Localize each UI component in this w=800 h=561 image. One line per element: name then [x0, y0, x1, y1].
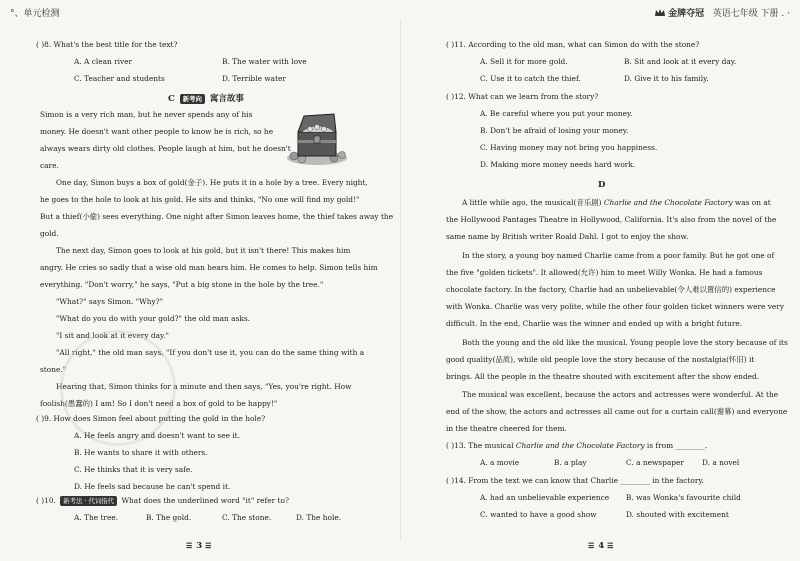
q10-option-c: C. The stone.: [222, 513, 272, 522]
treasure-chest-illustration: [284, 110, 350, 166]
q10-option-a: A. The tree.: [74, 513, 119, 522]
q10-option-d: D. The hole.: [296, 513, 342, 522]
right-page: [400, 0, 800, 561]
story-line-8: gold.: [40, 229, 59, 238]
musical-line-7: with Wonka. Charlie was very polite, while the other four golden ticket winners were very: [446, 302, 785, 311]
musical-line-1: [462, 198, 771, 208]
story-line-14: "I sit and look at it every day.": [56, 331, 169, 340]
q10-stem: [36, 496, 289, 506]
q12-option-c: C. Having money may not bring you happiness.: [480, 143, 658, 152]
q13-option-d: D. a novel: [702, 458, 740, 467]
q11-stem: ( )11. According to the old man, what can Simon do with the stone?: [446, 40, 700, 49]
q14-stem: ( )14. From the text we can know that Charlie ________ in the factory.: [446, 476, 704, 485]
section-c-letter: C: [168, 94, 175, 104]
musical-line-2: the Hollywood Pantages Theatre in Hollywood, California. It's also from the novel of the: [446, 215, 777, 224]
q14-option-c: C. wanted to have a good show: [480, 510, 597, 519]
q13-option-a: A. a movie: [480, 458, 520, 467]
q11-option-d: D. Give it to his family.: [624, 74, 709, 83]
musical-line-6: chocolate factory. In the factory, Charlie had an unbelievable(令人难以置信的) experience: [446, 285, 776, 294]
q13-suffix: is from ________.: [644, 441, 708, 450]
q8-option-d: D. Terrible water: [222, 74, 286, 83]
q8-option-b: B. The water with love: [222, 57, 307, 66]
q13-option-c: C. a newspaper: [626, 458, 684, 467]
q8-option-a: A. A clean river: [74, 57, 133, 66]
story-line-13: "What do you do with your gold?" the old man asks.: [56, 314, 250, 323]
story-line-7: But a thief(小偷) sees everything. One night after Simon leaves home, the thief takes away the: [40, 212, 394, 221]
section-c-title: [168, 92, 244, 104]
musical-line-8: difficult. In the end, Charlie was the winner and ended up with a bright future.: [446, 319, 743, 328]
story-line-15: "All right," the old man says, "If you don't use it, you can do the same thing with a: [56, 348, 365, 357]
q12-stem: ( )12. What can we learn from the story?: [446, 92, 599, 101]
q14-option-d: D. shouted with excitement: [626, 510, 729, 519]
page-number-right: ☰ 4 ☰: [588, 541, 615, 551]
section-c-tag: 新考向: [180, 94, 205, 104]
q10-number: ( )10.: [36, 496, 56, 505]
musical-line-12: The musical was excellent, because the actors and actresses were wonderful. At the: [462, 390, 779, 399]
page-number-left: ☰ 3 ☰: [186, 541, 213, 551]
brand-name: 金牌夺冠: [668, 9, 705, 19]
q10-tag: 新考法 · 代词指代: [60, 496, 117, 506]
q13-musical-title: Charlie and the Chocolate Factory: [515, 441, 645, 450]
q13-prefix: ( )13. The musical: [446, 441, 516, 450]
story-line-4: care.: [40, 161, 59, 170]
q12-option-b: B. Don't be afraid of losing your money.: [480, 126, 629, 135]
story-line-9: The next day, Simon goes to look at his gold, but it isn't there! This makes him: [56, 246, 351, 255]
musical-line-1-post: was on at: [732, 198, 771, 207]
q13-stem: [446, 441, 707, 451]
musical-line-10: good quality(品质), while old people love the story because of the nostalgia(怀旧) it: [446, 355, 755, 364]
story-line-1: Simon is a very rich man, but he never spends any of his: [40, 110, 253, 119]
story-line-18: foolish(愚蠢的) I am! So I don't need a box of gold to be happy!": [40, 399, 278, 408]
q12-option-d: D. Making more money needs hard work.: [480, 160, 636, 169]
musical-line-13: end of the show, the actors and actresses all came out for a curtain call(谢幕) and everyone: [446, 407, 788, 416]
page-number-4: 4: [598, 541, 605, 551]
q14-option-a: A. had an unbelievable experience: [480, 493, 610, 502]
story-line-2: money. He doesn't want other people to know he is rich, so he: [40, 127, 274, 136]
q9-option-a: A. He feels angry and doesn't want to see it.: [74, 431, 241, 440]
brand-header: [655, 6, 790, 19]
q8-option-c: C. Teacher and students: [74, 74, 165, 83]
q10-option-b: B. The gold.: [146, 513, 192, 522]
musical-line-5: the five "golden tickets". It allowed(允许) him to meet Willy Wonka. He had a famous: [446, 268, 763, 277]
story-line-6: he goes to the hole to look at his gold. He sits and thinks, "No one will find my gold!": [40, 195, 360, 204]
musical-line-11: brings. All the people in the theatre shouted with excitement after the show ended.: [446, 372, 760, 381]
musical-line-14: in the theatre cheered for them.: [446, 424, 567, 433]
story-line-10: angry. He cries so sadly that a wise old man hears him. He comes to help. Simon tells him: [40, 263, 378, 272]
q9-option-c: C. He thinks that it is very safe.: [74, 465, 193, 474]
course-label: 英语七年级 下册 . ·: [712, 9, 790, 19]
q11-option-a: A. Sell it for more gold.: [480, 57, 568, 66]
q12-option-a: A. Be careful where you put your money.: [480, 109, 633, 118]
q10-question: What does the underlined word "it" refer to?: [121, 496, 289, 505]
musical-line-4: In the story, a young boy named Charlie came from a poor family. But he got one of: [462, 251, 775, 260]
q9-option-d: D. He feels sad because he can't spend it.: [74, 482, 231, 491]
story-line-5: One day, Simon buys a box of gold(金子). He puts it in a hole by a tree. Every night,: [56, 178, 368, 187]
q8-stem: ( )8. What's the best title for the text?: [36, 40, 178, 49]
story-line-3: always wears dirty old clothes. People laugh at him, but he doesn't: [40, 144, 291, 153]
q9-stem: ( )9. How does Simon feel about putting the gold in the hole?: [36, 414, 266, 423]
section-c-topic: 寓言故事: [209, 94, 244, 104]
q13-option-b: B. a play: [554, 458, 587, 467]
section-d-title: D: [598, 180, 606, 190]
story-line-12: "What?" says Simon. "Why?": [56, 297, 163, 306]
q14-option-b: B. was Wonka's favourite child: [626, 493, 741, 502]
page-number-3: 3: [196, 541, 203, 551]
crown-icon: [655, 9, 665, 17]
unit-test-header: °、单元检测: [10, 9, 60, 19]
musical-title: Charlie and the Chocolate Factory: [603, 198, 733, 207]
musical-line-1-pre: A little while ago, the musical(音乐剧): [462, 198, 604, 207]
q11-option-b: B. Sit and look at it every day.: [624, 57, 737, 66]
story-line-11: everything. "Don't worry," he says, "Put a big stone in the hole by the tree.": [40, 280, 324, 289]
watermark-seal: [60, 330, 176, 446]
story-line-16: stone.": [40, 365, 67, 374]
q9-option-b: B. He wants to share it with others.: [74, 448, 208, 457]
q11-option-c: C. Use it to catch the thief.: [480, 74, 581, 83]
musical-line-9: Both the young and the old like the musical. Young people love the story because of its: [462, 338, 788, 347]
story-line-17: Hearing that, Simon thinks for a minute and then says, "Yes, you're right. How: [56, 382, 352, 391]
musical-line-3: same name by British writer Roald Dahl. I got to enjoy the show.: [446, 232, 689, 241]
